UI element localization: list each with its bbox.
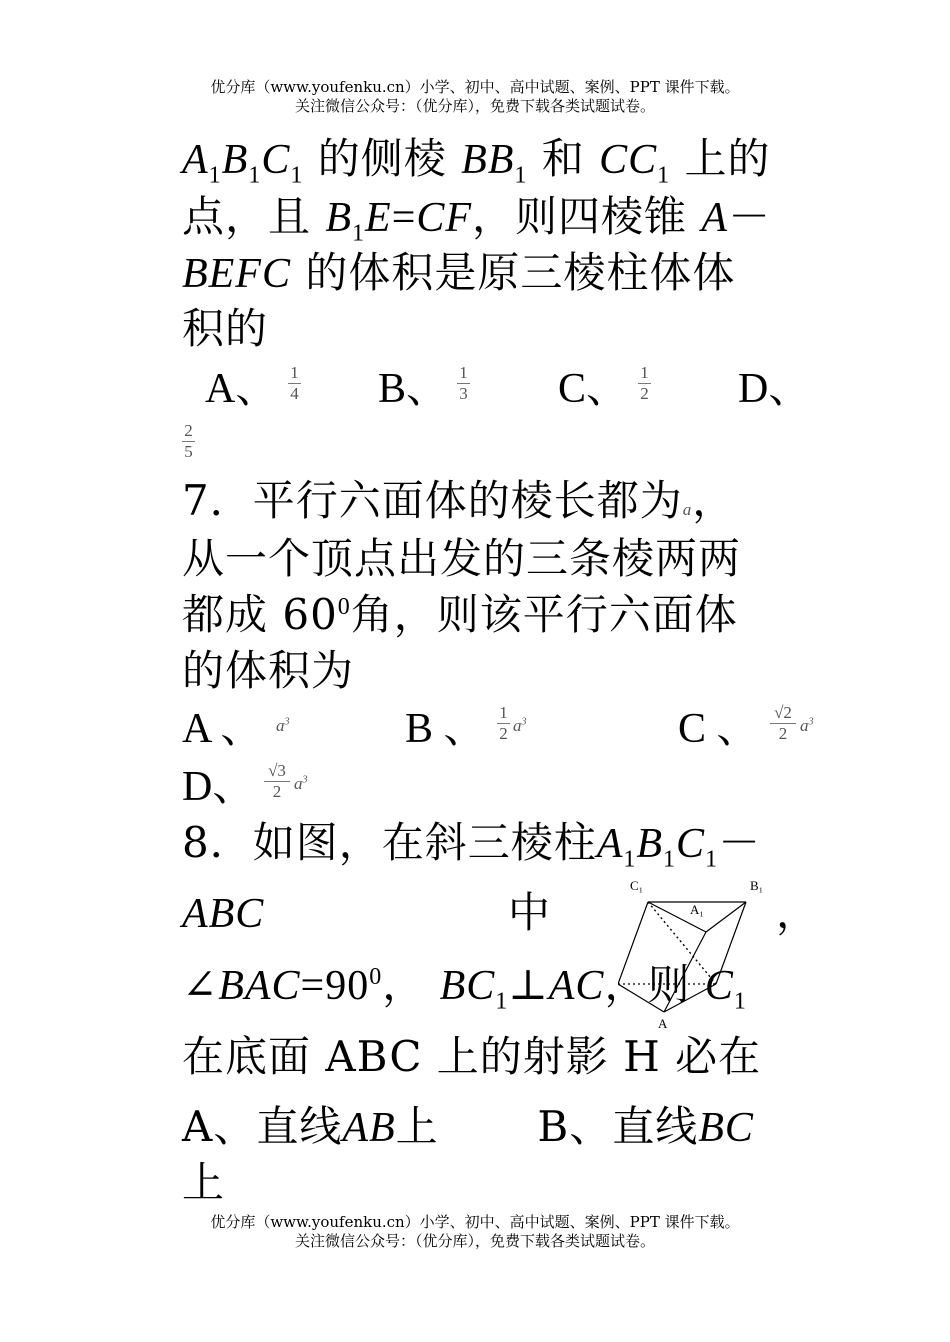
q7-text-a: 7．平行六面体的棱长都为 bbox=[182, 476, 683, 525]
edge-a1-a bbox=[664, 932, 706, 1012]
footer-line-2: 关注微信公众号：（优分库），免费下载各类试题试卷。 bbox=[294, 1232, 655, 1250]
q6-text-b: 和 bbox=[541, 134, 585, 183]
q6-option-b-fraction: 1 3 bbox=[457, 364, 470, 403]
q6-option-d-label: D、 bbox=[738, 366, 811, 412]
q7-option-d-fraction: √3 2 bbox=[264, 762, 290, 801]
q6-text-e: ，则四棱锥 bbox=[472, 192, 688, 241]
q8-line-6: 上 bbox=[182, 1158, 226, 1207]
q8-line-2-abc: ABC bbox=[182, 891, 265, 937]
edge-c-a bbox=[618, 984, 664, 1012]
q8-line-2-end: ， bbox=[776, 888, 820, 937]
q6-text-c: 上的 bbox=[684, 134, 771, 183]
q7-option-c-label: C 、 bbox=[678, 706, 759, 752]
q8-text-a: 8．如图，在斜三棱柱 bbox=[182, 818, 597, 867]
q7-text-d: 角，则该平行六面体 bbox=[350, 590, 738, 639]
q8-eq: =90 bbox=[300, 963, 370, 1009]
q8-opt-b-label: B、直线 bbox=[537, 1102, 699, 1151]
q8-angle: ∠ bbox=[182, 960, 219, 1009]
q8-opt-a-var: AB bbox=[342, 1105, 396, 1151]
q7-var-a: a bbox=[682, 500, 693, 519]
q6-option-d-fraction: 2 5 bbox=[182, 422, 195, 461]
q7-option-b-label: B 、 bbox=[405, 706, 486, 752]
q8-perp: ⊥ bbox=[508, 960, 549, 1009]
header-line-2: 关注微信公众号：（优分库），免费下载各类试题试卷。 bbox=[294, 97, 655, 115]
q8-opt-a-label: A、直线 bbox=[182, 1102, 343, 1151]
q6-option-c-label: C、 bbox=[558, 366, 629, 412]
diagonal-c1-b bbox=[648, 902, 716, 984]
q7-text-b: ， bbox=[692, 476, 736, 525]
q8-text-b: － bbox=[718, 818, 762, 867]
q7-option-b-var: $a^3$ bbox=[513, 716, 527, 735]
q6-text-d: 点，且 bbox=[182, 192, 312, 241]
prism-figure bbox=[618, 876, 778, 1034]
header-line-1: 优分库（www.youfenku.cn）小学、初中、高中试题、案例、PPT 课件下载。 bbox=[210, 78, 740, 96]
q6-option-c-fraction: 1 2 bbox=[638, 364, 651, 403]
q8-line-2-mid: 中 bbox=[508, 888, 552, 937]
q7-option-d-label: D、 bbox=[182, 764, 255, 810]
q7-line-3 bbox=[182, 592, 738, 638]
q6-line-2: 点，且 $B_1E=CF$，则四棱锥 A－ bbox=[182, 192, 772, 247]
page-footer bbox=[0, 1213, 950, 1251]
q8-degree-sup: 0 bbox=[369, 964, 383, 990]
q7-line-1 bbox=[182, 478, 735, 533]
q8-comma: ， bbox=[382, 960, 426, 1009]
q6-option-a-label: A、 bbox=[205, 366, 278, 412]
q6-line-3: BEFC 的体积是原三棱柱体体 bbox=[182, 248, 736, 297]
q7-option-a-expr: $a^3$ bbox=[276, 716, 290, 735]
q6-line-4: 积的 bbox=[182, 304, 269, 353]
q8-opt-b-var: BC bbox=[698, 1105, 754, 1151]
edge-b1-b bbox=[716, 902, 746, 984]
q8-then: ，则 bbox=[604, 960, 691, 1009]
q7-degree-sup: 0 bbox=[337, 594, 351, 620]
q8-line-5 bbox=[182, 1104, 754, 1151]
q7-option-c-var: $a^3$ bbox=[800, 716, 814, 735]
footer-line-1: 优分库（www.youfenku.cn）小学、初中、高中试题、案例、PPT 课件下载。 bbox=[210, 1213, 740, 1231]
q6-line-1: $A_1B_1C_1$ 的侧棱 $BB_1$ 和 $CC_1$ 上的 bbox=[182, 134, 771, 189]
q6-text-f: 的体积是原三棱柱体体 bbox=[305, 248, 736, 297]
page-header bbox=[0, 78, 950, 116]
figure-label-c1: C₁ bbox=[630, 878, 644, 893]
q7-line-2: 从一个顶点出发的三条棱两两 bbox=[182, 534, 742, 583]
q7-option-a-label: A 、 bbox=[182, 706, 263, 752]
q7-option-d-var: $a^3$ bbox=[294, 774, 308, 793]
figure-label-a: A bbox=[658, 1016, 668, 1031]
q7-option-b-fraction: 1 2 bbox=[497, 704, 510, 743]
q6-text-a: 的侧棱 bbox=[317, 134, 447, 183]
q8-line-4: 在底面 ABC 上的射影 H 必在 bbox=[182, 1032, 762, 1081]
figure-label-b1: B₁ bbox=[750, 878, 764, 893]
q8-opt-a-end: 上 bbox=[395, 1102, 439, 1151]
q7-option-c-fraction: √2 2 bbox=[770, 704, 796, 743]
q8-line-1: 8．如图，在斜三棱柱$A_1B_1C_1-$ bbox=[182, 818, 762, 873]
q6-option-a-fraction: 1 4 bbox=[288, 364, 301, 403]
q8-line-3: $\angle BAC=90^0$， $BC_1\perp AC$，则 $C_1$ bbox=[182, 960, 747, 1015]
q7-text-c: 都成 60 bbox=[182, 590, 338, 639]
q7-line-4: 的体积为 bbox=[182, 646, 355, 695]
figure-label-a1: A₁ bbox=[690, 902, 704, 917]
q6-option-b-label: B、 bbox=[378, 366, 449, 412]
edge-c1-c bbox=[618, 902, 648, 984]
